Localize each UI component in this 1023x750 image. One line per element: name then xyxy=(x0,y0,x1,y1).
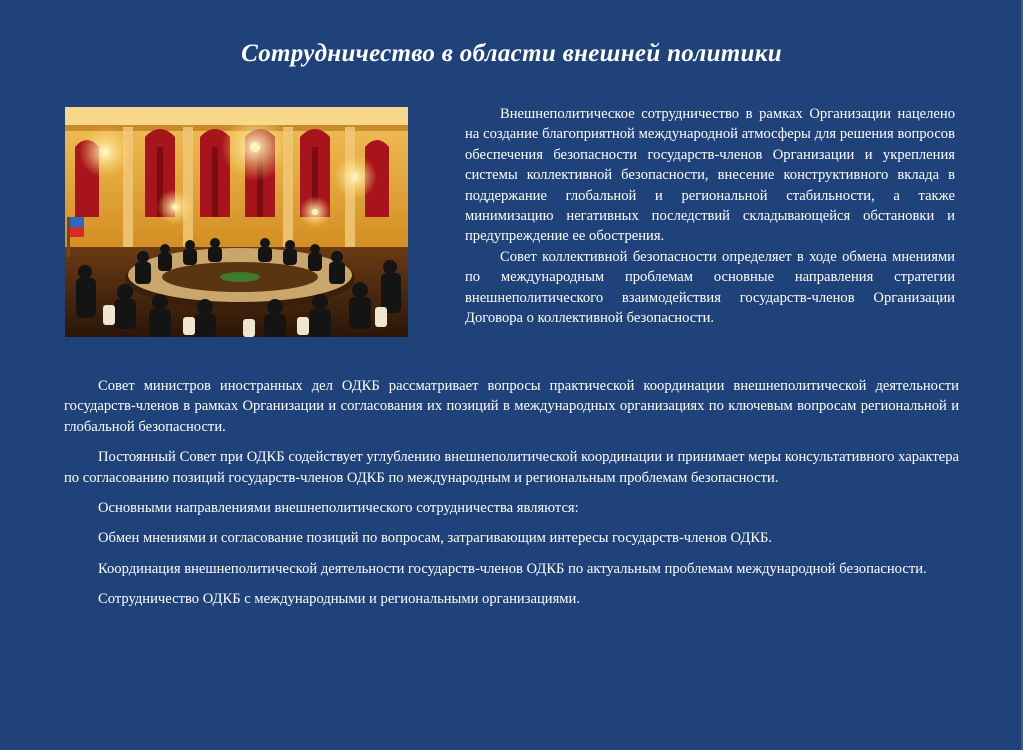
directions-heading: Основными направлениями внешнеполитического сотрудничества являются: xyxy=(98,500,579,517)
intro-paragraph: Внешнеполитическое сотрудничество в рамках Организации нацелено на создание благоприятной международной атмосферы для решения вопросов обеспечения безопасности государств-членов Организации и укрепления системы коллективной безопасности, внесение конструктивного вклада в поддержание глобальной и региональной стабильности, а также минимизацию негативных последствий складывающейся обстановки и предупреждение ее обострения. xyxy=(465,106,955,245)
intro-paragraph: Совет коллективной безопасности определяет в ходе обмена мнениями по международным проблемам основные направления стратегии внешнеполитического взаимодействия государств-членов Организации Договора о коллективной безопасности. xyxy=(465,248,955,327)
body-paragraph: Постоянный Совет при ОДКБ содействует углублению внешнеполитической координации и принимает меры консультативного характера по согласованию позиций государств-членов ОДКБ по международным и региональным проблемам безопасности. xyxy=(64,449,959,486)
intro-text-block xyxy=(465,104,955,328)
direction-item: Обмен мнениями и согласование позиций по вопросам, затрагивающим интересы государств-членов ОДКБ. xyxy=(98,530,773,547)
conference-hall-illustration xyxy=(65,107,408,337)
direction-item: Сотрудничество ОДКБ с международными и региональными организациями. xyxy=(98,591,580,608)
main-text-block xyxy=(64,376,959,620)
body-paragraph: Совет министров иностранных дел ОДКБ рассматривает вопросы практической координации внешнеполитической деятельности государств-членов в рамках Организации и согласования их позиций в международных организациях по ключевым вопросам региональной и глобальной безопасности. xyxy=(64,378,959,435)
direction-item: Координация внешнеполитической деятельности государств-членов ОДКБ по актуальным проблемам международной безопасности. xyxy=(98,560,927,577)
conference-hall-photo xyxy=(65,107,408,337)
page-title: Сотрудничество в области внешней политики xyxy=(241,40,782,67)
